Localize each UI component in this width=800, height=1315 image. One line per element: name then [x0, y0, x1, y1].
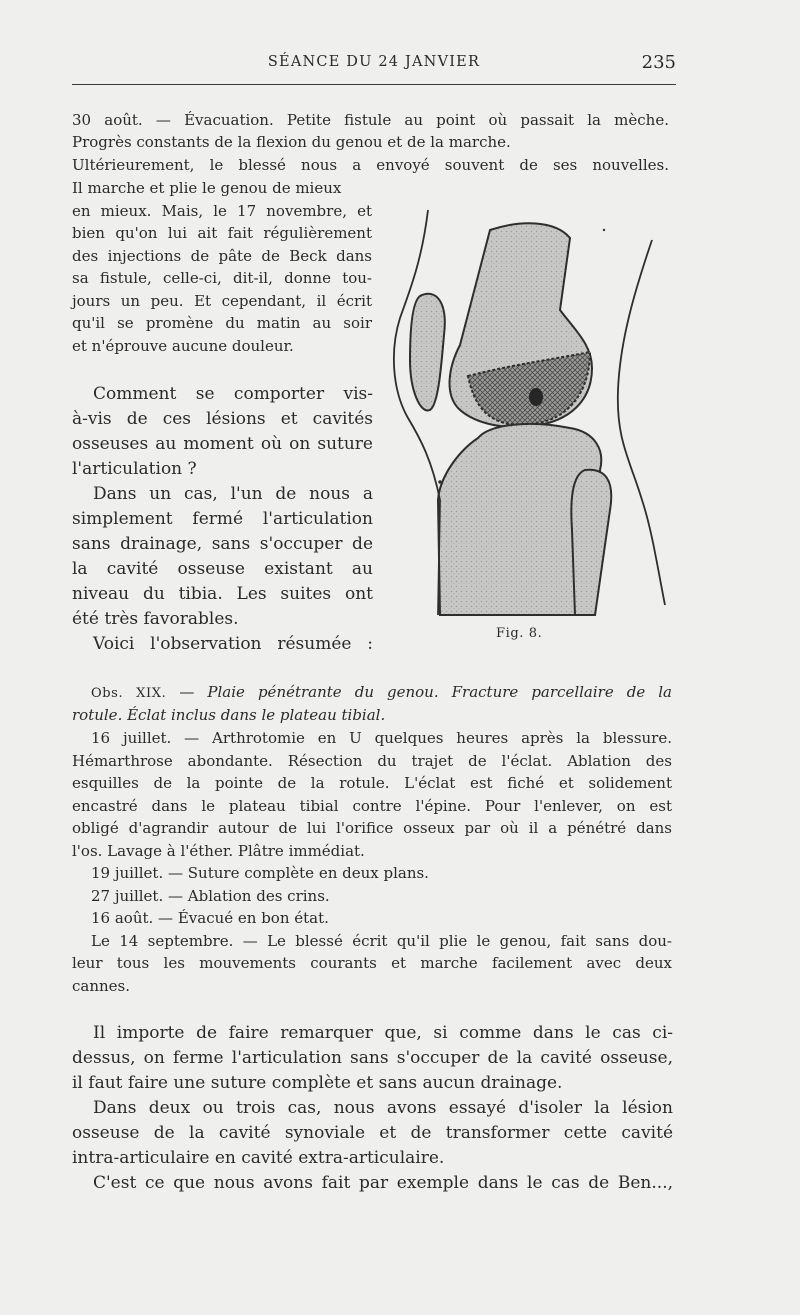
obs-title-line	[91, 681, 672, 706]
text-line: encastré dans le plateau tibial contre l'épine. Pour l'enlever, on est	[72, 797, 672, 815]
text-line: il faut faire une suture complète et sans aucun drainage.	[72, 1073, 563, 1093]
text-line: Il importe de faire remarquer que, si comme dans le cas ci-	[93, 1023, 673, 1043]
text-line: en mieux. Mais, le 17 novembre, et	[72, 202, 372, 220]
text-line: Hémarthrose abondante. Résection du trajet de l'éclat. Ablation des	[72, 752, 672, 770]
text-line: 30 août. — Évacuation. Petite fistule au point où passait la mèche.	[72, 111, 669, 129]
text-line: jours un peu. Et cependant, il écrit	[72, 292, 372, 310]
text-line: Dans deux ou trois cas, nous avons essayé d'isoler la lésion	[93, 1098, 673, 1118]
text-line: leur tous les mouvements courants et marche facilement avec deux	[72, 954, 672, 972]
knee-figure	[380, 200, 680, 620]
text-line: cannes.	[72, 977, 131, 995]
text-line: Comment se comporter vis-	[93, 384, 373, 404]
text-line: Le 14 septembre. — Le blessé écrit qu'il plie le genou, fait sans dou-	[91, 932, 672, 950]
text-line: des injections de pâte de Beck dans	[72, 247, 372, 265]
page-number: 235	[641, 52, 676, 73]
text-line: esquilles de la pointe de la rotule. L'éclat est fiché et solidement	[72, 774, 672, 792]
bone-fragment	[529, 388, 543, 406]
text-line: été très favorables.	[72, 609, 239, 629]
text-line: sa fistule, celle-ci, dit-il, donne tou-	[72, 269, 372, 287]
obs-label: Obs. XIX.	[91, 686, 167, 701]
text-line: simplement fermé l'articulation	[72, 509, 373, 529]
text-line: la cavité osseuse existant au	[72, 559, 373, 579]
page-header	[72, 50, 676, 85]
text-line: l'os. Lavage à l'éther. Plâtre immédiat.	[72, 842, 365, 860]
text-line: qu'il se promène du matin au soir	[72, 314, 372, 332]
obs-title-line: rotule. Éclat inclus dans le plateau tibial.	[72, 706, 386, 724]
text-line: osseuse de la cavité synoviale et de transformer cette cavité	[72, 1123, 673, 1143]
text-line: 16 juillet. — Arthrotomie en U quelques heures après la blessure.	[91, 729, 672, 747]
text-line: bien qu'on lui ait fait régulièrement	[72, 224, 372, 242]
text-line: osseuses au moment où on suture	[72, 434, 373, 454]
text-line: Dans un cas, l'un de nous a	[93, 484, 373, 504]
obs-title: — Plaie pénétrante du genou. Fracture parcellaire de la	[179, 683, 672, 701]
text-line: obligé d'agrandir autour de lui l'orifice osseux par où il a pénétré dans	[72, 819, 672, 837]
text-line: à-vis de ces lésions et cavités	[72, 409, 373, 429]
text-line: intra-articulaire en cavité extra-articulaire.	[72, 1148, 445, 1168]
text-line: Progrès constants de la flexion du genou et de la marche.	[72, 133, 511, 151]
text-line: l'articulation ?	[72, 459, 197, 479]
text-line: niveau du tibia. Les suites ont	[72, 584, 373, 604]
soft-tissue-outline	[394, 210, 440, 615]
text-line: Ultérieurement, le blessé nous a envoyé souvent de ses nouvelles.	[72, 156, 669, 174]
figure-caption: Fig. 8.	[496, 626, 543, 641]
text-line: dessus, on ferme l'articulation sans s'occuper de la cavité osseuse,	[72, 1048, 673, 1068]
text-line: Il marche et plie le genou de mieux	[72, 179, 342, 197]
text-line: 27 juillet. — Ablation des crins.	[91, 887, 330, 905]
fibula-bone	[571, 470, 611, 615]
running-head: SÉANCE DU 24 JANVIER	[267, 54, 481, 70]
text-line: C'est ce que nous avons fait par exemple dans le cas de Ben...,	[93, 1173, 673, 1193]
soft-tissue-outline	[618, 240, 665, 605]
text-line: 16 août. — Évacué en bon état.	[91, 909, 329, 927]
text-line: 19 juillet. — Suture complète en deux plans.	[91, 864, 429, 882]
patella-bone	[410, 294, 445, 411]
text-line: sans drainage, sans s'occuper de	[72, 534, 373, 554]
text-line: et n'éprouve aucune douleur.	[72, 337, 294, 355]
text-line: Voici l'observation résumée :	[93, 634, 373, 654]
